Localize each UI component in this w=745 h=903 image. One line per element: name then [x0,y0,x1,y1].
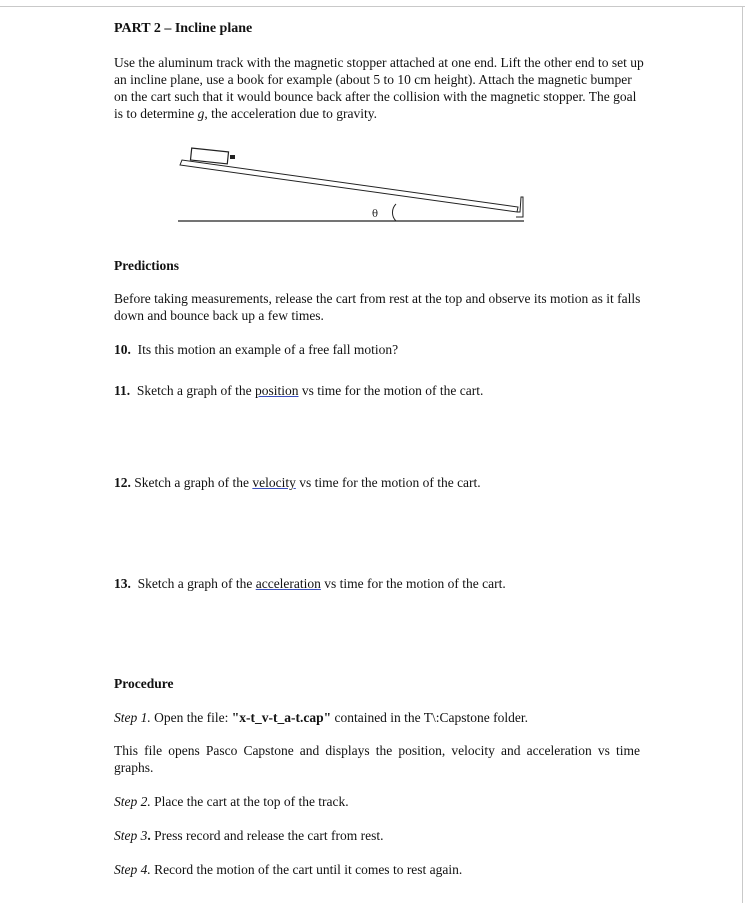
intro-paragraph: Use the aluminum track with the magnetic stopper attached at one end. Lift the other end to set up an incline plane, use a book for example (about 5 to 10 cm height). Attach the magnetic bumper on the cart such that it would bounce back after the collision with the magnetic stopper. The goal is to determine g, the acceleration due to gravity. [114,55,644,121]
incline-diagram [170,140,540,230]
procedure-note: This file opens Pasco Capstone and displays the position, velocity and acceleration vs time graphs. [114,743,640,775]
page-right-border [742,6,743,903]
acceleration-word: acceleration [255,576,321,591]
predictions-intro: Before taking measurements, release the cart from rest at the top and observe its motion as it falls down and bounce back up a few times. [114,291,641,323]
section-title: PART 2 – Incline plane [114,21,253,36]
magnetic-bumper [230,155,235,159]
step-4: Step 4. Record the motion of the cart until it comes to rest again. [114,862,463,877]
capstone-file-name: "x-t_v-t_a-t.cap" [231,710,332,725]
cart [190,148,228,164]
velocity-word: velocity [252,475,296,490]
procedure-heading: Procedure [114,676,174,691]
step-3: Step 3. Press record and release the cart from rest. [114,828,384,843]
step-1: Step 1. Open the file: "x-t_v-t_a-t.cap" contained in the T\:Capstone folder. [114,710,529,725]
question-10: 10. Its this motion an example of a free fall motion? [114,342,399,357]
question-11: 11. Sketch a graph of the position vs time for the motion of the cart. [114,383,484,398]
question-13: 13. Sketch a graph of the acceleration vs time for the motion of the cart. [114,576,506,591]
page-top-border [0,6,745,7]
position-word: position [254,383,299,398]
g-symbol: g [197,106,205,121]
inclined-track [180,160,518,212]
question-12: 12. Sketch a graph of the velocity vs time for the motion of the cart. [114,475,481,490]
angle-label: θ [372,209,379,220]
predictions-heading: Predictions [114,258,179,273]
step-2: Step 2. Place the cart at the top of the track. [114,794,349,809]
angle-arc [392,204,396,221]
